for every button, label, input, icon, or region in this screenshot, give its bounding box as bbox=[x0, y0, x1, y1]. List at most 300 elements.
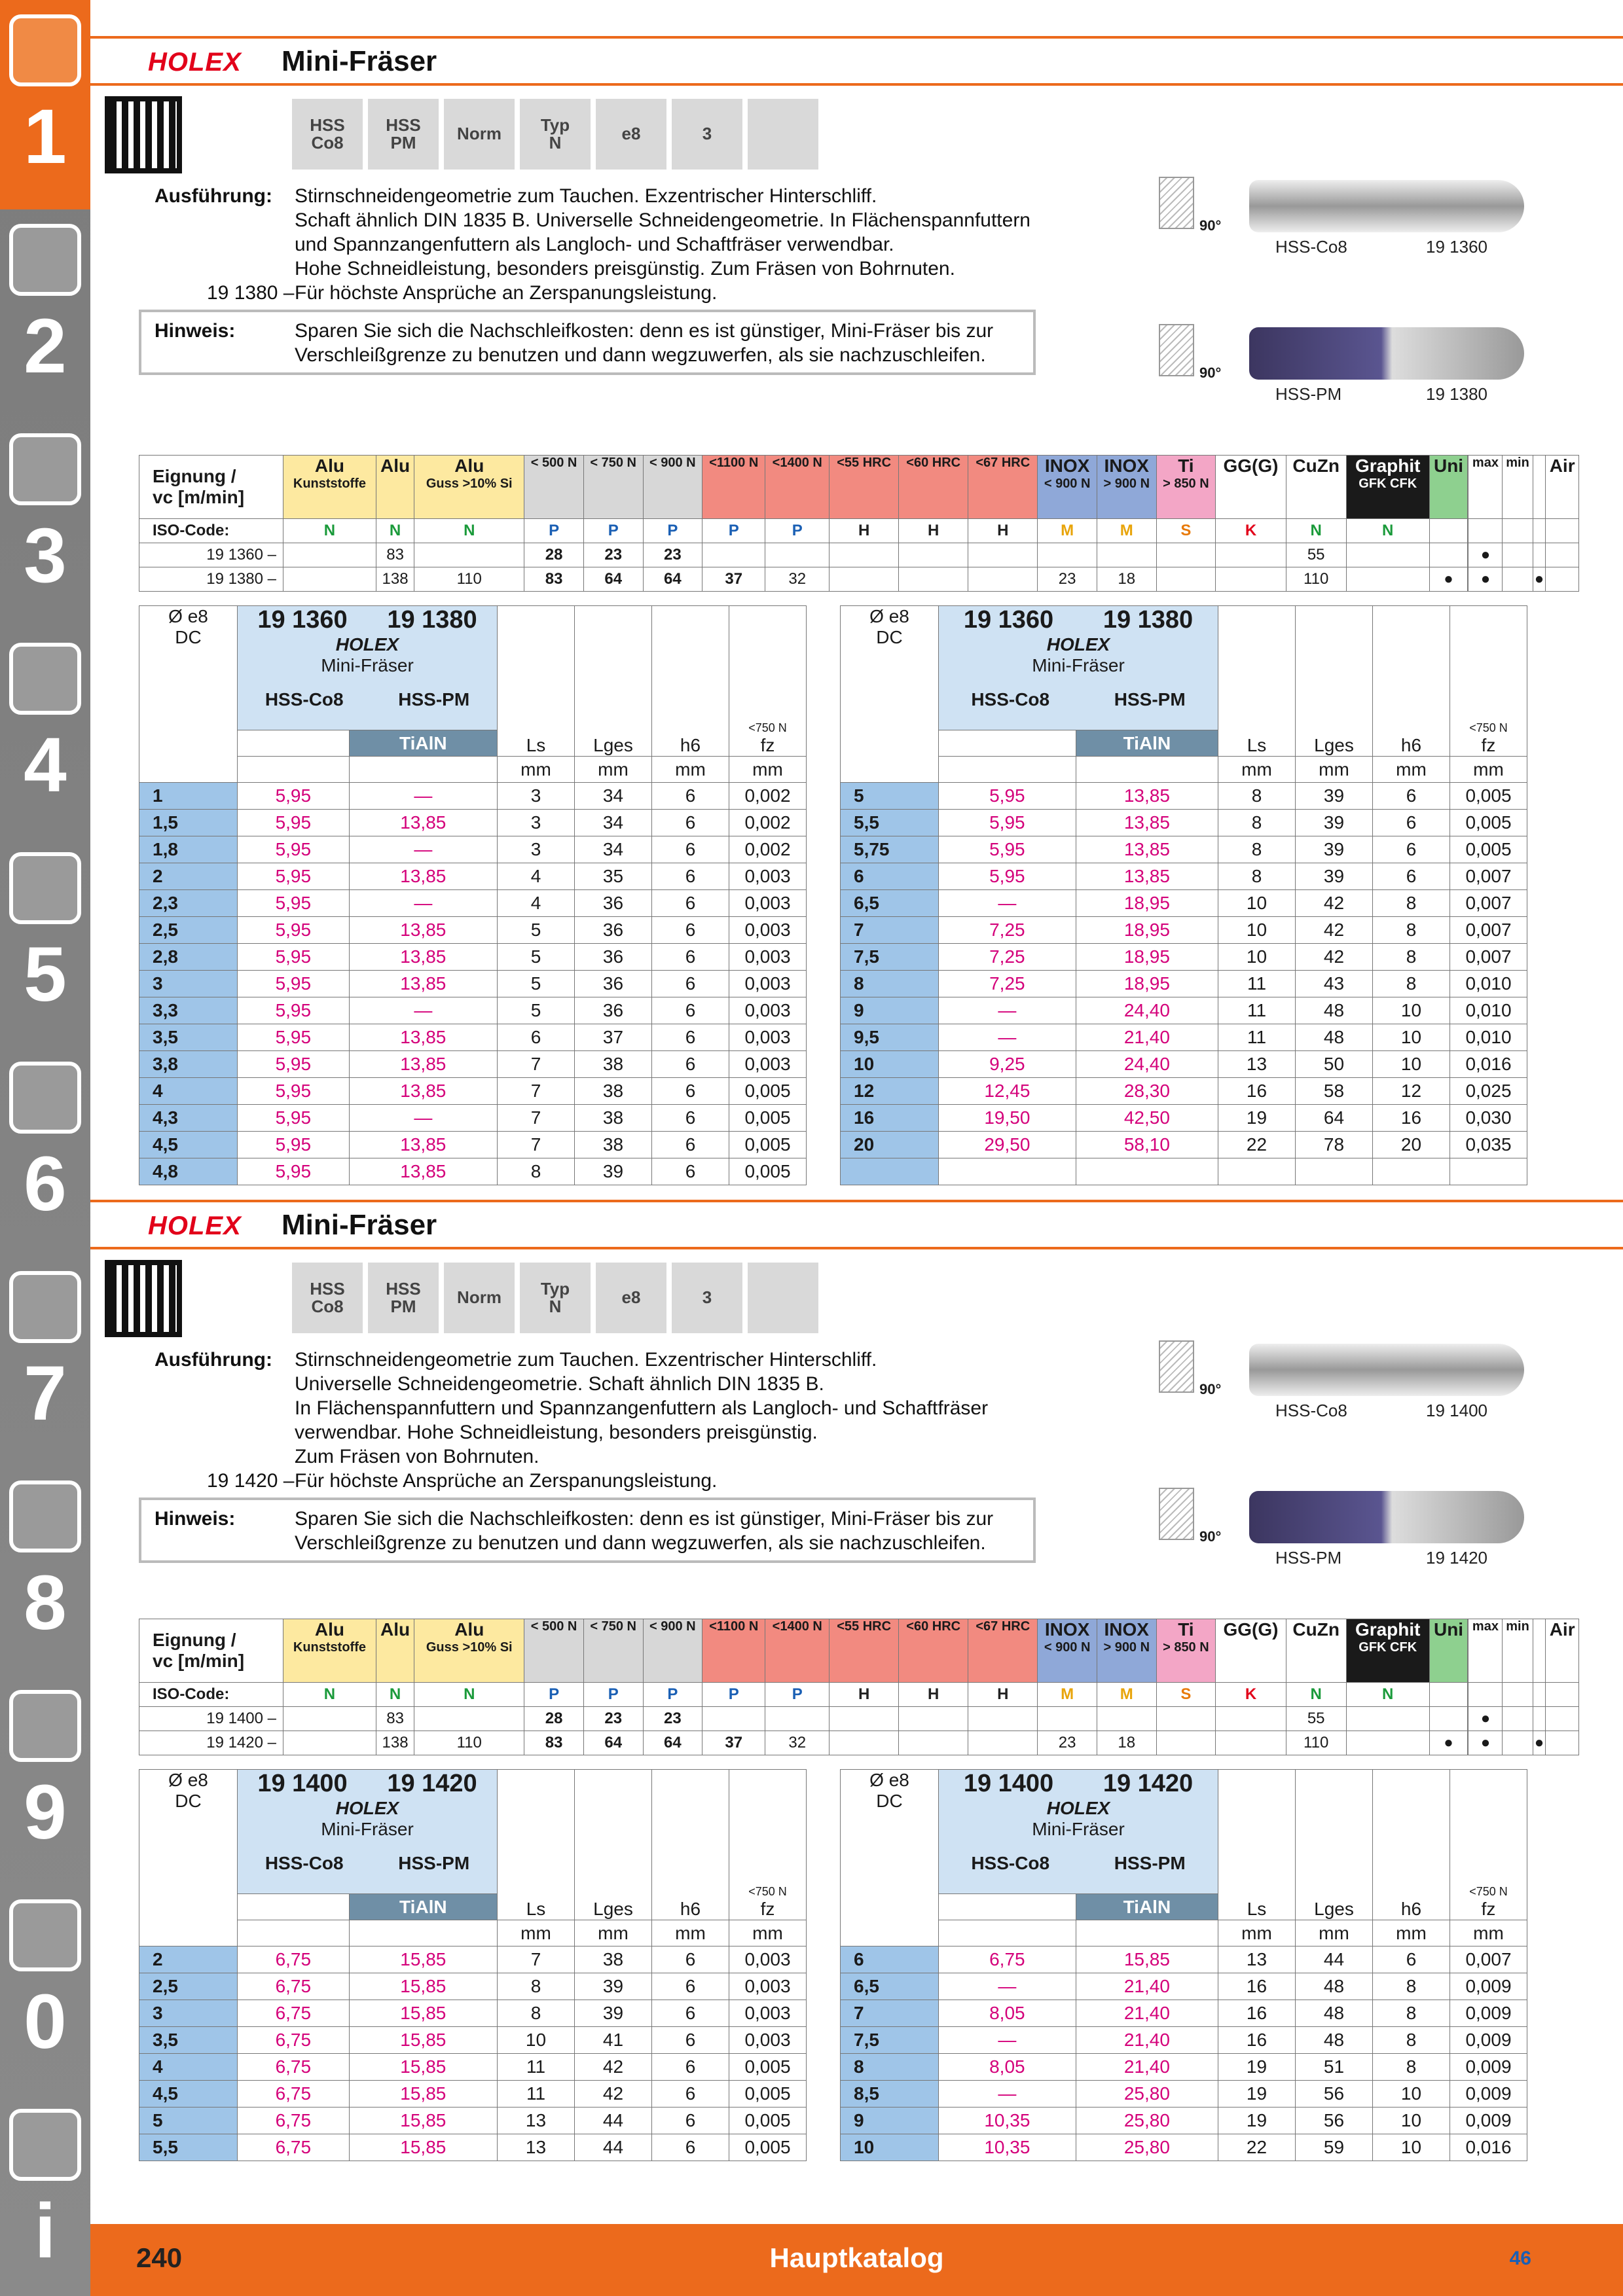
dimension-header-row bbox=[841, 606, 1527, 730]
badge-line-1: Typ bbox=[540, 115, 570, 135]
vc-label: vc [m/min] bbox=[153, 1651, 245, 1671]
dimension-value: 13,85 bbox=[349, 1078, 497, 1105]
material-sub: <67 HRC bbox=[976, 456, 1030, 470]
dimension-value: 1 bbox=[139, 783, 238, 810]
dimension-icon-header bbox=[498, 606, 575, 757]
cutting-speed bbox=[1346, 1731, 1429, 1755]
chapter-3-icon bbox=[9, 433, 81, 505]
dimension-label: Ls bbox=[526, 735, 546, 755]
unit-empty bbox=[939, 1920, 1076, 1946]
spec-badge bbox=[672, 99, 742, 170]
dimension-value: 0,005 bbox=[729, 1078, 807, 1105]
dimension-row bbox=[139, 1051, 807, 1078]
cutting-speed bbox=[968, 567, 1038, 592]
dimension-label: Lges bbox=[593, 1899, 633, 1919]
article-numbers bbox=[939, 606, 1218, 634]
badge-line-1: HSS bbox=[310, 1278, 345, 1299]
cutting-speed: 55 bbox=[1286, 543, 1346, 567]
dimension-value: 20 bbox=[1373, 1132, 1450, 1158]
unit-empty bbox=[1076, 757, 1218, 783]
chapter-tab-6[interactable] bbox=[0, 1047, 90, 1257]
dimension-value: 10 bbox=[1373, 1024, 1450, 1051]
material-sub: Kunststoffe bbox=[293, 1640, 366, 1655]
material-name: INOX bbox=[1044, 456, 1090, 476]
dimension-value: 19 bbox=[1218, 2054, 1296, 2081]
badge-line-1: 3 bbox=[702, 1287, 712, 1308]
dimension-value: 7 bbox=[498, 1132, 575, 1158]
feed-label: fz bbox=[760, 735, 775, 755]
cutting-speed bbox=[1429, 1707, 1467, 1731]
dimension-value bbox=[1218, 1158, 1296, 1185]
dimension-row bbox=[841, 783, 1527, 810]
dimension-value: 11 bbox=[1218, 971, 1296, 997]
dimension-table bbox=[139, 605, 807, 1185]
dimension-value: 5,95 bbox=[238, 1105, 350, 1132]
material-sub: < 900 N bbox=[1044, 1640, 1091, 1655]
material-column-header bbox=[702, 456, 765, 519]
material-column-header bbox=[899, 456, 968, 519]
dimension-value: 0,003 bbox=[729, 1946, 807, 1973]
iso-code: N bbox=[376, 1683, 414, 1707]
dimension-value: 5 bbox=[498, 944, 575, 971]
material-sub: <60 HRC bbox=[906, 1619, 961, 1634]
dimension-label: h6 bbox=[680, 735, 701, 755]
material-co8: HSS-Co8 bbox=[264, 1853, 344, 1873]
iso-code: H bbox=[968, 519, 1038, 543]
dimension-table bbox=[840, 605, 1527, 1185]
dimension-value: 34 bbox=[575, 810, 652, 836]
dimension-value: 15,85 bbox=[349, 1946, 497, 1973]
chapter-tab-4[interactable] bbox=[0, 628, 90, 838]
iso-code: S bbox=[1156, 1683, 1216, 1707]
badge-line-2: PM bbox=[390, 1297, 416, 1316]
dimension-value: 4 bbox=[498, 863, 575, 890]
cutting-speed bbox=[283, 1707, 376, 1731]
material-pm: HSS-PM bbox=[1114, 689, 1186, 709]
page-number: 240 bbox=[136, 2242, 183, 2273]
iso-code: H bbox=[830, 519, 899, 543]
chapter-9-icon bbox=[9, 1690, 81, 1762]
spec-badge bbox=[368, 99, 439, 170]
dimension-value: 6 bbox=[652, 2134, 729, 2161]
dimension-value: 3 bbox=[139, 2000, 238, 2027]
cutting-speed: ● bbox=[1468, 567, 1503, 592]
material-column-header bbox=[1286, 1619, 1346, 1683]
product-section bbox=[90, 1200, 1623, 2296]
material-column-header bbox=[899, 1619, 968, 1683]
dimension-value: 7 bbox=[841, 2000, 939, 2027]
dimension-value: 10 bbox=[1373, 997, 1450, 1024]
dimension-value: 6,75 bbox=[939, 1946, 1076, 1973]
material-sub: max bbox=[1472, 1619, 1499, 1634]
milling-cutter-image bbox=[1249, 1344, 1524, 1396]
spec-badge bbox=[748, 99, 818, 170]
material-pm: HSS-PM bbox=[398, 689, 470, 709]
material-column-header bbox=[1503, 456, 1533, 519]
dimension-value: 6 bbox=[652, 917, 729, 944]
cutting-speed: 23 bbox=[1038, 1731, 1097, 1755]
dimension-value: 28,30 bbox=[1076, 1078, 1218, 1105]
dimension-value: 6,75 bbox=[238, 1946, 350, 1973]
dimension-value: 19 bbox=[1218, 1105, 1296, 1132]
material-column-header bbox=[583, 456, 643, 519]
dimension-value: 8 bbox=[1373, 2027, 1450, 2054]
dimension-value: 6 bbox=[652, 1051, 729, 1078]
dimension-value: 15,85 bbox=[349, 2000, 497, 2027]
feed-label: fz bbox=[760, 1899, 775, 1919]
cutting-speed: 23 bbox=[643, 1707, 702, 1731]
dimension-value: 0,005 bbox=[729, 1132, 807, 1158]
dimension-value: 4,8 bbox=[139, 1158, 238, 1185]
material-sub: > 900 N bbox=[1103, 476, 1150, 491]
material-column-header bbox=[1468, 1619, 1503, 1683]
cutting-speed bbox=[1546, 543, 1579, 567]
unit-label: mm bbox=[1296, 1920, 1373, 1946]
material-sub: <1400 N bbox=[772, 1619, 822, 1634]
dimension-value: 6,75 bbox=[238, 2108, 350, 2134]
iso-code: P bbox=[643, 1683, 702, 1707]
cutting-speed bbox=[1546, 567, 1579, 592]
dc-label: DC bbox=[175, 1791, 202, 1811]
unit-label: mm bbox=[729, 1920, 807, 1946]
dimension-row bbox=[841, 1946, 1527, 1973]
feed-label: fz bbox=[1481, 1899, 1496, 1919]
cutting-speed: 64 bbox=[643, 567, 702, 592]
eignung-label: Eignung / bbox=[153, 466, 236, 486]
chapter-tab-0[interactable] bbox=[0, 1885, 90, 2094]
article-number-co8: 19 1360 bbox=[257, 606, 348, 634]
dimension-value: 5,5 bbox=[841, 810, 939, 836]
iso-code bbox=[1468, 519, 1503, 543]
cutting-speed: ● bbox=[1533, 1731, 1546, 1755]
dimension-value: 19 bbox=[1218, 2108, 1296, 2134]
material-column-header bbox=[1286, 456, 1346, 519]
iso-code: P bbox=[702, 519, 765, 543]
dimension-value: — bbox=[349, 783, 497, 810]
hint-text bbox=[295, 1507, 993, 1555]
dimension-value: 16 bbox=[1218, 2027, 1296, 2054]
dimension-row bbox=[139, 2054, 807, 2081]
dimension-value: 10 bbox=[841, 2134, 939, 2161]
dimension-value: 6,5 bbox=[841, 890, 939, 917]
material-name: Alu bbox=[380, 456, 410, 476]
dimension-value: 8 bbox=[841, 2054, 939, 2081]
material-column-header bbox=[283, 1619, 376, 1683]
dimension-value: 56 bbox=[1296, 2108, 1373, 2134]
brand-logo: HOLEX bbox=[335, 634, 399, 655]
dimension-value: 6 bbox=[652, 783, 729, 810]
chapter-number: 9 bbox=[24, 1769, 67, 1856]
dimension-value: 0,005 bbox=[729, 2134, 807, 2161]
cutting-speed bbox=[702, 1707, 765, 1731]
dimension-value: 7 bbox=[498, 1105, 575, 1132]
dimension-value: 18,95 bbox=[1076, 890, 1218, 917]
cutting-speed bbox=[1503, 1707, 1533, 1731]
iso-code-label: ISO-Code: bbox=[139, 519, 283, 543]
dimension-value: 16 bbox=[1218, 1078, 1296, 1105]
dimension-value: 7,5 bbox=[841, 2027, 939, 2054]
dimension-value: 7 bbox=[498, 1051, 575, 1078]
coating-label: TiAlN bbox=[1076, 730, 1218, 757]
diameter-header bbox=[139, 1770, 238, 1946]
material-name: Air bbox=[1549, 1619, 1575, 1640]
chapter-tab-2[interactable] bbox=[0, 209, 90, 419]
iso-code: P bbox=[583, 519, 643, 543]
cutting-speed: 64 bbox=[583, 1731, 643, 1755]
dimension-value: 13,85 bbox=[1076, 783, 1218, 810]
material-column-header bbox=[1546, 1619, 1579, 1683]
dimension-icon-header bbox=[498, 1770, 575, 1920]
dimension-value: 0,025 bbox=[1450, 1078, 1527, 1105]
dimension-value: 10 bbox=[1218, 944, 1296, 971]
iso-code bbox=[1533, 1683, 1546, 1707]
material-column-header bbox=[376, 456, 414, 519]
dimension-row bbox=[841, 890, 1527, 917]
product-name: Mini-Fräser bbox=[321, 1819, 414, 1839]
dimension-value: 6 bbox=[652, 2027, 729, 2054]
article-number-co8: 19 1360 bbox=[963, 606, 1054, 634]
suitability-label bbox=[139, 456, 283, 519]
angle-label: 90° bbox=[1199, 365, 1222, 381]
chapter-0-icon bbox=[9, 1899, 81, 1971]
dimension-value: 0,007 bbox=[1450, 944, 1527, 971]
cutting-speed bbox=[1546, 1707, 1579, 1731]
unit-row bbox=[139, 757, 807, 783]
dimension-value: 0,035 bbox=[1450, 1132, 1527, 1158]
ausfuehrung-label: Ausführung: bbox=[155, 1349, 272, 1371]
dimension-value: 11 bbox=[498, 2081, 575, 2108]
cutting-speed: 23 bbox=[583, 543, 643, 567]
dimension-value: 15,85 bbox=[349, 2081, 497, 2108]
iso-code: P bbox=[524, 519, 584, 543]
vc-label: vc [m/min] bbox=[153, 487, 245, 507]
tool-number-caption: 19 1420 bbox=[1426, 1548, 1487, 1568]
dimension-value: — bbox=[349, 1105, 497, 1132]
page-index: 46 bbox=[1509, 2248, 1531, 2269]
article-number: 19 1380 – bbox=[139, 567, 283, 592]
dimension-value: 36 bbox=[575, 944, 652, 971]
dimension-row bbox=[841, 1024, 1527, 1051]
iso-code: N bbox=[283, 519, 376, 543]
dimension-label: Ls bbox=[1247, 1899, 1267, 1919]
iso-code: K bbox=[1216, 1683, 1286, 1707]
chapter-tab-5[interactable] bbox=[0, 838, 90, 1047]
ausfuehrung-label: Ausführung: bbox=[155, 185, 272, 207]
spec-badge bbox=[292, 1263, 363, 1333]
dimension-value: 15,85 bbox=[349, 2027, 497, 2054]
cutting-speed bbox=[1503, 567, 1533, 592]
cutting-speed bbox=[1346, 543, 1429, 567]
chapter-tab-8[interactable] bbox=[0, 1466, 90, 1676]
iso-code: H bbox=[899, 1683, 968, 1707]
iso-code: N bbox=[1346, 1683, 1429, 1707]
material-sub: <1100 N bbox=[709, 456, 759, 470]
dimension-value: 0,010 bbox=[1450, 1024, 1527, 1051]
badge-line-1: Typ bbox=[540, 1278, 570, 1299]
qr-code-icon bbox=[105, 96, 182, 173]
dimension-value: 13 bbox=[1218, 1946, 1296, 1973]
material-labels bbox=[238, 689, 497, 710]
unit-empty bbox=[238, 1920, 350, 1946]
dimension-row bbox=[841, 1158, 1527, 1185]
chapter-tab-1[interactable] bbox=[0, 0, 90, 209]
product-title: Mini-Fräser bbox=[282, 1209, 437, 1241]
dimension-value: 25,80 bbox=[1076, 2134, 1218, 2161]
dimension-value: 4 bbox=[498, 890, 575, 917]
chapter-number: 2 bbox=[24, 303, 67, 389]
cutting-speed bbox=[1533, 543, 1546, 567]
material-column-header bbox=[968, 1619, 1038, 1683]
dimension-row bbox=[841, 836, 1527, 863]
dimension-row bbox=[841, 944, 1527, 971]
dimension-value: 0,003 bbox=[729, 2027, 807, 2054]
diameter-label: Ø e8 bbox=[869, 1770, 909, 1790]
dimension-value: 5,95 bbox=[238, 810, 350, 836]
material-sub: > 850 N bbox=[1163, 1640, 1209, 1655]
dimension-row bbox=[841, 2081, 1527, 2108]
chapter-number: 7 bbox=[24, 1350, 67, 1437]
iso-code: M bbox=[1038, 1683, 1097, 1707]
material-name: Ti bbox=[1178, 1619, 1194, 1640]
dimension-value: 13,85 bbox=[349, 810, 497, 836]
brand-logo: HOLEX bbox=[1046, 634, 1110, 655]
chapter-5-icon bbox=[9, 852, 81, 924]
tool-number-caption: 19 1380 bbox=[1426, 384, 1487, 404]
dimension-value: 13,85 bbox=[349, 944, 497, 971]
qr-code-icon bbox=[105, 1260, 182, 1337]
cutting-speed bbox=[1038, 1707, 1097, 1731]
dimension-value: 0,002 bbox=[729, 836, 807, 863]
dimension-value: 8 bbox=[841, 971, 939, 997]
dimension-row bbox=[841, 1132, 1527, 1158]
material-sub: Guss >10% Si bbox=[426, 476, 513, 491]
badge-line-2: N bbox=[549, 133, 562, 152]
chapter-number: i bbox=[34, 2188, 56, 2274]
dimension-value: 1,5 bbox=[139, 810, 238, 836]
cutting-speed: 110 bbox=[1286, 567, 1346, 592]
dimension-value: 5,95 bbox=[238, 890, 350, 917]
dimension-row bbox=[139, 1024, 807, 1051]
dimension-value: 39 bbox=[1296, 810, 1373, 836]
spec-badges bbox=[292, 99, 818, 170]
dimension-row bbox=[139, 1078, 807, 1105]
feed-header bbox=[1450, 1770, 1527, 1920]
dc-label: DC bbox=[175, 627, 202, 647]
dimension-value: 0,005 bbox=[1450, 836, 1527, 863]
dimension-value: 8,05 bbox=[939, 2000, 1076, 2027]
dimension-row bbox=[139, 2134, 807, 2161]
material-sub: min bbox=[1506, 456, 1529, 470]
dimension-header-row bbox=[139, 1770, 807, 1894]
chapter-number: 1 bbox=[24, 94, 67, 180]
iso-code bbox=[1533, 519, 1546, 543]
dimension-value: 10,35 bbox=[939, 2108, 1076, 2134]
hint-label: Hinweis: bbox=[155, 1508, 236, 1530]
dimension-value: 8 bbox=[1373, 971, 1450, 997]
unit-empty bbox=[939, 757, 1076, 783]
article-numbers bbox=[238, 606, 497, 634]
cutting-speed: 83 bbox=[376, 1707, 414, 1731]
dimension-value: 0,016 bbox=[1450, 1051, 1527, 1078]
material-labels bbox=[939, 689, 1218, 710]
iso-code bbox=[1546, 519, 1579, 543]
spec-badge bbox=[672, 1263, 742, 1333]
unit-row bbox=[841, 1920, 1527, 1946]
dimension-value: 6 bbox=[652, 971, 729, 997]
chapter-tab-i[interactable] bbox=[0, 2094, 90, 2296]
cutting-speed: 110 bbox=[414, 567, 524, 592]
material-sub: GFK CFK bbox=[1359, 476, 1417, 491]
material-column-header bbox=[1216, 1619, 1286, 1683]
dimension-value: — bbox=[939, 1973, 1076, 2000]
badge-line-1: e8 bbox=[621, 1287, 641, 1308]
dimension-value: 5,95 bbox=[238, 1051, 350, 1078]
material-column-header bbox=[1503, 1619, 1533, 1683]
dimension-value: 5,95 bbox=[238, 944, 350, 971]
dimension-value: 10 bbox=[1218, 890, 1296, 917]
dimension-value: 10 bbox=[498, 2027, 575, 2054]
chapter-tab-9[interactable] bbox=[0, 1676, 90, 1885]
dimension-value: 16 bbox=[1218, 2000, 1296, 2027]
chapter-4-icon bbox=[9, 643, 81, 715]
dimension-value: 5 bbox=[841, 783, 939, 810]
suitability-header-row bbox=[139, 456, 1579, 519]
dimension-value: 5,95 bbox=[238, 1078, 350, 1105]
badge-line-1: HSS bbox=[310, 115, 345, 135]
dimension-row bbox=[841, 2134, 1527, 2161]
dimension-value: 8 bbox=[498, 1973, 575, 2000]
dimension-value: 6 bbox=[652, 1973, 729, 2000]
dimension-value: 3,5 bbox=[139, 1024, 238, 1051]
dimension-value: 3,8 bbox=[139, 1051, 238, 1078]
dimension-value: 2,8 bbox=[139, 944, 238, 971]
dimension-value: 39 bbox=[1296, 783, 1373, 810]
dimension-value bbox=[1450, 1158, 1527, 1185]
iso-code: N bbox=[376, 519, 414, 543]
note-text: Für höchste Ansprüche an Zerspanungsleistung. bbox=[295, 1470, 718, 1492]
chapter-tab-3[interactable] bbox=[0, 419, 90, 628]
dimension-value: 0,003 bbox=[729, 997, 807, 1024]
dimension-value: 21,40 bbox=[1076, 1024, 1218, 1051]
cutting-speed bbox=[283, 543, 376, 567]
material-name: GG(G) bbox=[1223, 456, 1279, 476]
dimension-value: 22 bbox=[1218, 2134, 1296, 2161]
unit-empty bbox=[349, 757, 497, 783]
dimension-icon-header bbox=[575, 606, 652, 757]
coating-label: TiAlN bbox=[349, 1894, 497, 1920]
tool-type-caption: HSS-PM bbox=[1275, 1548, 1342, 1568]
brand-logo: HOLEX bbox=[335, 1798, 399, 1818]
unit-empty bbox=[349, 1920, 497, 1946]
chapter-tab-7[interactable] bbox=[0, 1257, 90, 1466]
material-sub: min bbox=[1506, 1619, 1529, 1634]
dimension-value: 0,007 bbox=[1450, 917, 1527, 944]
dimension-value: 3,3 bbox=[139, 997, 238, 1024]
cutting-speed bbox=[1533, 1707, 1546, 1731]
dimension-icon-header bbox=[1218, 1770, 1296, 1920]
dimension-value: 5,95 bbox=[238, 863, 350, 890]
dimension-value: 5 bbox=[498, 997, 575, 1024]
iso-code: H bbox=[899, 519, 968, 543]
badge-line-2: Co8 bbox=[311, 1297, 344, 1316]
dimension-value: 48 bbox=[1296, 2027, 1373, 2054]
cutting-speed bbox=[1503, 1731, 1533, 1755]
dimension-value: 38 bbox=[575, 1946, 652, 1973]
dimension-value: 10 bbox=[1373, 2108, 1450, 2134]
cutting-speed bbox=[1097, 1707, 1156, 1731]
dimension-value: 3 bbox=[139, 971, 238, 997]
dimension-value: 9,25 bbox=[939, 1051, 1076, 1078]
